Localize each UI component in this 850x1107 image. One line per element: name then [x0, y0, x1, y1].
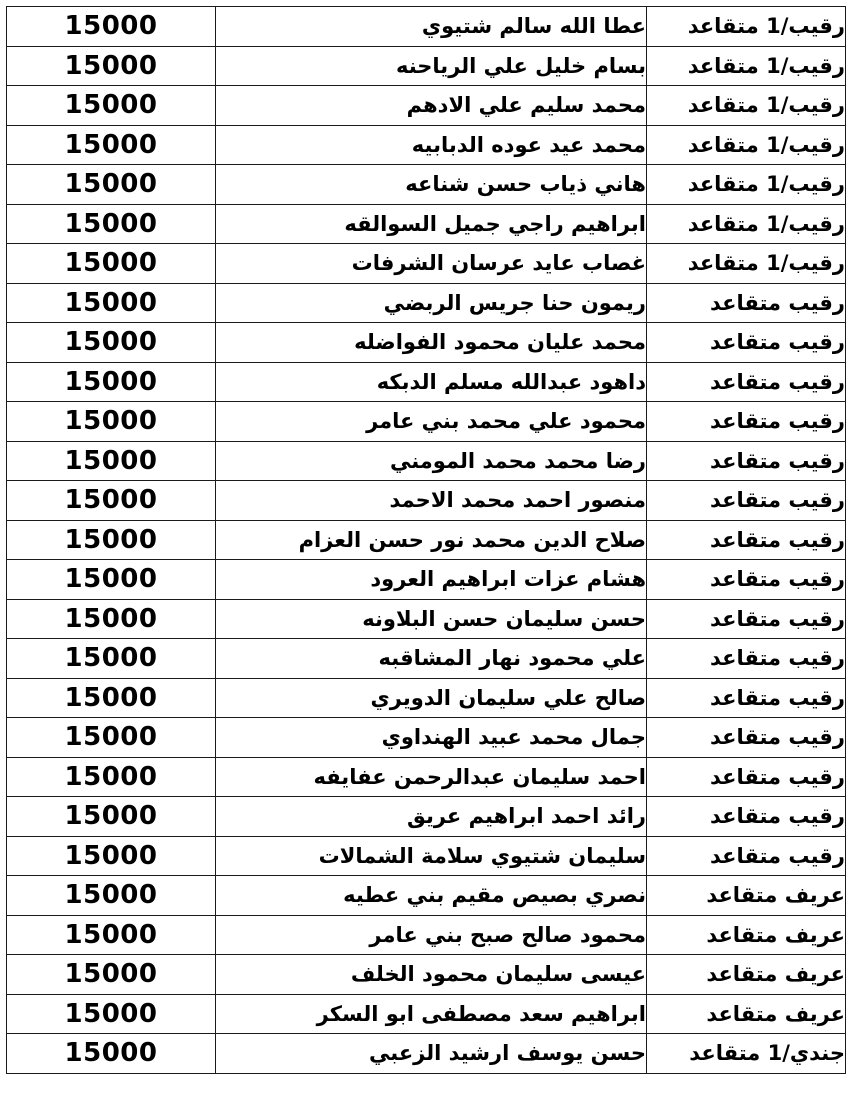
rank-cell: رقيب متقاعد — [647, 757, 846, 797]
name-cell: رضا محمد محمد المومني — [216, 441, 647, 481]
rank-cell: عريف متقاعد — [647, 915, 846, 955]
table-row — [7, 757, 846, 797]
amount-cell: 15000 — [7, 283, 216, 323]
name-cell: داهود عبدالله مسلم الدبكه — [216, 362, 647, 402]
name-cell: ابراهيم سعد مصطفى ابو السكر — [216, 994, 647, 1034]
rank-cell: رقيب متقاعد — [647, 718, 846, 758]
table-row — [7, 876, 846, 916]
table-row — [7, 1034, 846, 1074]
amount-cell: 15000 — [7, 639, 216, 679]
table-body — [7, 7, 846, 1074]
amount-cell: 15000 — [7, 560, 216, 600]
amount-cell: 15000 — [7, 481, 216, 521]
name-cell: ريمون حنا جريس الربضي — [216, 283, 647, 323]
table-row — [7, 362, 846, 402]
name-cell: حسن يوسف ارشيد الزعبي — [216, 1034, 647, 1074]
amount-cell: 15000 — [7, 797, 216, 837]
amount-cell: 15000 — [7, 204, 216, 244]
amount-cell: 15000 — [7, 362, 216, 402]
name-cell: عطا الله سالم شتيوي — [216, 7, 647, 47]
table-row — [7, 639, 846, 679]
name-cell: صالح علي سليمان الدويري — [216, 678, 647, 718]
name-cell: صلاح الدين محمد نور حسن العزام — [216, 520, 647, 560]
rank-cell: رقيب متقاعد — [647, 323, 846, 363]
amount-cell: 15000 — [7, 718, 216, 758]
name-cell: رائد احمد ابراهيم عريق — [216, 797, 647, 837]
table-row — [7, 7, 846, 47]
rank-cell: رقيب/1 متقاعد — [647, 244, 846, 284]
name-cell: احمد سليمان عبدالرحمن عفايفه — [216, 757, 647, 797]
amount-cell: 15000 — [7, 876, 216, 916]
name-cell: هشام عزات ابراهيم العرود — [216, 560, 647, 600]
amount-cell: 15000 — [7, 1034, 216, 1074]
table-row — [7, 955, 846, 995]
amount-cell: 15000 — [7, 46, 216, 86]
rank-cell: رقيب متقاعد — [647, 441, 846, 481]
name-cell: نصري بصيص مقيم بني عطيه — [216, 876, 647, 916]
rank-cell: رقيب متقاعد — [647, 402, 846, 442]
name-cell: حسن سليمان حسن البلاونه — [216, 599, 647, 639]
rank-cell: رقيب متقاعد — [647, 678, 846, 718]
table-row — [7, 402, 846, 442]
table-row — [7, 836, 846, 876]
table-row — [7, 797, 846, 837]
rank-cell: رقيب متقاعد — [647, 797, 846, 837]
name-cell: محمد سليم علي الادهم — [216, 86, 647, 126]
table-row — [7, 678, 846, 718]
amount-cell: 15000 — [7, 520, 216, 560]
table-row — [7, 46, 846, 86]
table-row — [7, 323, 846, 363]
rank-cell: عريف متقاعد — [647, 876, 846, 916]
rank-cell: رقيب/1 متقاعد — [647, 7, 846, 47]
amount-cell: 15000 — [7, 678, 216, 718]
table-row — [7, 994, 846, 1034]
table-row — [7, 915, 846, 955]
amount-cell: 15000 — [7, 599, 216, 639]
amount-cell: 15000 — [7, 165, 216, 205]
amount-cell: 15000 — [7, 86, 216, 126]
name-cell: هاني ذياب حسن شناعه — [216, 165, 647, 205]
name-cell: محمد عيد عوده الدبابيه — [216, 125, 647, 165]
table-row — [7, 520, 846, 560]
amount-cell: 15000 — [7, 7, 216, 47]
name-cell: سليمان شتيوي سلامة الشمالات — [216, 836, 647, 876]
amount-cell: 15000 — [7, 244, 216, 284]
table-row — [7, 125, 846, 165]
table-row — [7, 481, 846, 521]
amount-cell: 15000 — [7, 125, 216, 165]
name-cell: محمود علي محمد بني عامر — [216, 402, 647, 442]
table-row — [7, 283, 846, 323]
name-cell: محمود صالح صبح بني عامر — [216, 915, 647, 955]
rank-cell: رقيب متقاعد — [647, 560, 846, 600]
table-row — [7, 244, 846, 284]
amount-cell: 15000 — [7, 757, 216, 797]
table-row — [7, 165, 846, 205]
name-cell: ابراهيم راجي جميل السوالقه — [216, 204, 647, 244]
amount-cell: 15000 — [7, 836, 216, 876]
table-row — [7, 86, 846, 126]
amount-cell: 15000 — [7, 915, 216, 955]
rank-cell: عريف متقاعد — [647, 955, 846, 995]
rank-cell: رقيب متقاعد — [647, 481, 846, 521]
rank-cell: رقيب متقاعد — [647, 836, 846, 876]
table-row — [7, 560, 846, 600]
rank-cell: رقيب/1 متقاعد — [647, 125, 846, 165]
amount-cell: 15000 — [7, 441, 216, 481]
retirees-table — [6, 6, 846, 1074]
name-cell: محمد عليان محمود الفواضله — [216, 323, 647, 363]
table-row — [7, 599, 846, 639]
rank-cell: رقيب متقاعد — [647, 639, 846, 679]
table-row — [7, 441, 846, 481]
name-cell: غصاب عايد عرسان الشرفات — [216, 244, 647, 284]
rank-cell: رقيب/1 متقاعد — [647, 204, 846, 244]
rank-cell: رقيب متقاعد — [647, 520, 846, 560]
table-row — [7, 204, 846, 244]
rank-cell: عريف متقاعد — [647, 994, 846, 1034]
amount-cell: 15000 — [7, 323, 216, 363]
rank-cell: رقيب/1 متقاعد — [647, 165, 846, 205]
rank-cell: رقيب متقاعد — [647, 283, 846, 323]
table-row — [7, 718, 846, 758]
name-cell: بسام خليل علي الرياحنه — [216, 46, 647, 86]
amount-cell: 15000 — [7, 994, 216, 1034]
rank-cell: رقيب/1 متقاعد — [647, 86, 846, 126]
rank-cell: رقيب/1 متقاعد — [647, 46, 846, 86]
name-cell: علي محمود نهار المشاقبه — [216, 639, 647, 679]
rank-cell: رقيب متقاعد — [647, 599, 846, 639]
name-cell: جمال محمد عبيد الهنداوي — [216, 718, 647, 758]
rank-cell: رقيب متقاعد — [647, 362, 846, 402]
name-cell: عيسى سليمان محمود الخلف — [216, 955, 647, 995]
document-sheet — [6, 6, 846, 1100]
name-cell: منصور احمد محمد الاحمد — [216, 481, 647, 521]
amount-cell: 15000 — [7, 955, 216, 995]
amount-cell: 15000 — [7, 402, 216, 442]
rank-cell: جندي/1 متقاعد — [647, 1034, 846, 1074]
